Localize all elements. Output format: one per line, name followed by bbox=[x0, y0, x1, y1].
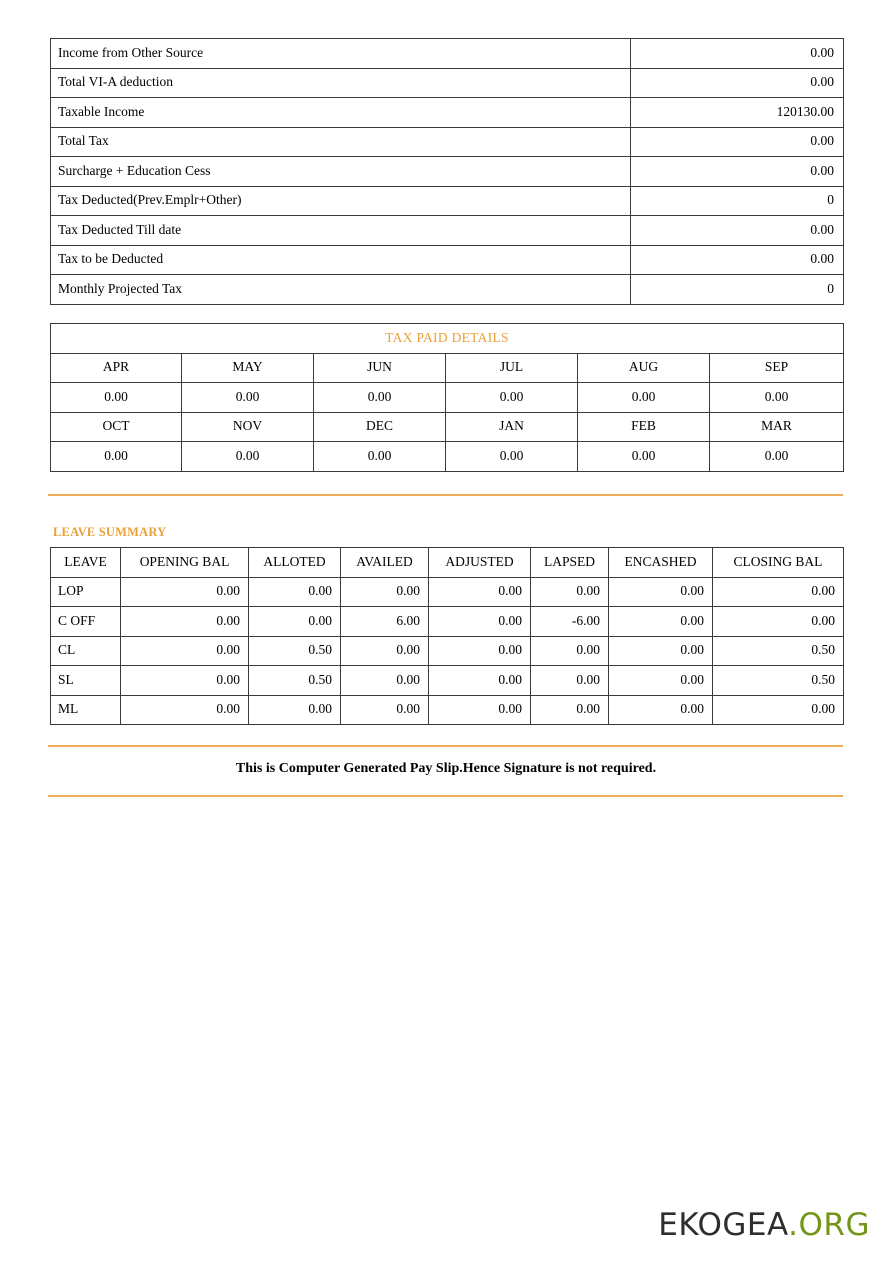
tax-row-value: 0 bbox=[631, 275, 844, 305]
leave-value-cell: 0.00 bbox=[609, 636, 713, 666]
tax-paid-month-label: NOV bbox=[182, 412, 314, 442]
leave-table-header-row bbox=[51, 548, 844, 578]
table-row bbox=[51, 157, 844, 187]
leave-column-header: LAPSED bbox=[531, 548, 609, 578]
leave-value-cell: 0.00 bbox=[341, 577, 429, 607]
leave-value-cell: 0.00 bbox=[249, 607, 341, 637]
leave-value-cell: 0.00 bbox=[341, 636, 429, 666]
leave-value-cell: 0.00 bbox=[713, 577, 844, 607]
tax-row-label: Monthly Projected Tax bbox=[51, 275, 631, 305]
tax-paid-month-label: AUG bbox=[578, 353, 710, 383]
leave-value-cell: 0.00 bbox=[341, 666, 429, 696]
tax-paid-month-value: 0.00 bbox=[578, 383, 710, 413]
tax-paid-month-label: SEP bbox=[710, 353, 844, 383]
tax-paid-month-value: 0.00 bbox=[578, 442, 710, 472]
tax-paid-title: TAX PAID DETAILS bbox=[51, 324, 844, 354]
leave-column-header: ALLOTED bbox=[249, 548, 341, 578]
footer-note: This is Computer Generated Pay Slip.Hence Signature is not required. bbox=[235, 761, 657, 776]
tax-row-label: Tax Deducted Till date bbox=[51, 216, 631, 246]
tax-paid-month-label: FEB bbox=[578, 412, 710, 442]
table-row bbox=[51, 216, 844, 246]
table-row bbox=[51, 186, 844, 216]
table-row bbox=[51, 442, 844, 472]
leave-value-cell: 0.50 bbox=[249, 636, 341, 666]
table-row bbox=[51, 666, 844, 696]
leave-type-cell: ML bbox=[51, 695, 121, 725]
leave-value-cell: 0.00 bbox=[249, 695, 341, 725]
leave-type-cell: LOP bbox=[51, 577, 121, 607]
tax-paid-month-value: 0.00 bbox=[710, 442, 844, 472]
table-row bbox=[51, 607, 844, 637]
leave-column-header: CLOSING BAL bbox=[713, 548, 844, 578]
leave-value-cell: 0.00 bbox=[121, 636, 249, 666]
table-row bbox=[51, 577, 844, 607]
leave-value-cell: 0.00 bbox=[341, 695, 429, 725]
leave-value-cell: 0.00 bbox=[429, 607, 531, 637]
leave-value-cell: 0.00 bbox=[531, 666, 609, 696]
table-row bbox=[51, 39, 844, 69]
tax-paid-month-value: 0.00 bbox=[446, 383, 578, 413]
leave-value-cell: 0.50 bbox=[713, 666, 844, 696]
tax-paid-month-value: 0.00 bbox=[51, 383, 182, 413]
leave-value-cell: 0.00 bbox=[531, 577, 609, 607]
tax-paid-month-label: DEC bbox=[314, 412, 446, 442]
leave-value-cell: 0.00 bbox=[121, 607, 249, 637]
leave-value-cell: 0.00 bbox=[429, 695, 531, 725]
leave-column-header: OPENING BAL bbox=[121, 548, 249, 578]
tax-summary-table bbox=[50, 38, 844, 305]
divider-above-footer-note bbox=[48, 745, 843, 747]
leave-value-cell: 0.00 bbox=[531, 695, 609, 725]
tax-row-label: Surcharge + Education Cess bbox=[51, 157, 631, 187]
leave-column-header: ENCASHED bbox=[609, 548, 713, 578]
tax-row-label: Taxable Income bbox=[51, 98, 631, 128]
leave-value-cell: -6.00 bbox=[531, 607, 609, 637]
tax-paid-month-value: 0.00 bbox=[710, 383, 844, 413]
leave-value-cell: 0.00 bbox=[713, 695, 844, 725]
leave-summary-heading: LEAVE SUMMARY bbox=[53, 525, 167, 539]
table-row bbox=[51, 636, 844, 666]
leave-value-cell: 6.00 bbox=[341, 607, 429, 637]
leave-type-cell: C OFF bbox=[51, 607, 121, 637]
tax-paid-month-label: JUN bbox=[314, 353, 446, 383]
tax-row-value: 0.00 bbox=[631, 157, 844, 187]
tax-row-value: 0.00 bbox=[631, 245, 844, 275]
ekogea-logo bbox=[658, 1207, 870, 1243]
leave-value-cell: 0.00 bbox=[121, 666, 249, 696]
table-row bbox=[51, 695, 844, 725]
leave-value-cell: 0.00 bbox=[121, 577, 249, 607]
tax-row-value: 120130.00 bbox=[631, 98, 844, 128]
tax-paid-month-label: JUL bbox=[446, 353, 578, 383]
tax-paid-month-label: OCT bbox=[51, 412, 182, 442]
tax-paid-month-label: MAR bbox=[710, 412, 844, 442]
leave-value-cell: 0.00 bbox=[609, 607, 713, 637]
tax-paid-title-row bbox=[51, 324, 844, 354]
tax-row-label: Tax to be Deducted bbox=[51, 245, 631, 275]
tax-paid-details-table bbox=[50, 323, 844, 472]
tax-row-value: 0.00 bbox=[631, 39, 844, 69]
leave-value-cell: 0.00 bbox=[429, 636, 531, 666]
leave-value-cell: 0.00 bbox=[713, 607, 844, 637]
leave-column-header: LEAVE bbox=[51, 548, 121, 578]
tax-row-label: Income from Other Source bbox=[51, 39, 631, 69]
tax-row-value: 0.00 bbox=[631, 68, 844, 98]
table-row bbox=[51, 98, 844, 128]
leave-value-cell: 0.50 bbox=[713, 636, 844, 666]
leave-column-header: AVAILED bbox=[341, 548, 429, 578]
leave-column-header: ADJUSTED bbox=[429, 548, 531, 578]
table-row bbox=[51, 245, 844, 275]
tax-row-value: 0.00 bbox=[631, 216, 844, 246]
tax-paid-month-label: JAN bbox=[446, 412, 578, 442]
table-row bbox=[51, 353, 844, 383]
tax-row-value: 0.00 bbox=[631, 127, 844, 157]
tax-paid-month-label: MAY bbox=[182, 353, 314, 383]
divider-above-leave-summary bbox=[48, 494, 843, 496]
leave-value-cell: 0.00 bbox=[429, 577, 531, 607]
tax-row-label: Total VI-A deduction bbox=[51, 68, 631, 98]
table-row bbox=[51, 275, 844, 305]
leave-value-cell: 0.50 bbox=[249, 666, 341, 696]
leave-value-cell: 0.00 bbox=[249, 577, 341, 607]
tax-paid-month-value: 0.00 bbox=[446, 442, 578, 472]
leave-type-cell: CL bbox=[51, 636, 121, 666]
leave-value-cell: 0.00 bbox=[609, 695, 713, 725]
leave-value-cell: 0.00 bbox=[609, 577, 713, 607]
divider-below-footer-note bbox=[48, 795, 843, 797]
tax-row-value: 0 bbox=[631, 186, 844, 216]
leave-summary-table bbox=[50, 547, 844, 725]
table-row bbox=[51, 383, 844, 413]
tax-row-label: Tax Deducted(Prev.Emplr+Other) bbox=[51, 186, 631, 216]
tax-paid-month-value: 0.00 bbox=[314, 442, 446, 472]
leave-value-cell: 0.00 bbox=[121, 695, 249, 725]
leave-value-cell: 0.00 bbox=[609, 666, 713, 696]
logo-brand-text: EKOGEA bbox=[658, 1207, 789, 1243]
table-row bbox=[51, 412, 844, 442]
leave-value-cell: 0.00 bbox=[429, 666, 531, 696]
logo-tld-text: .ORG bbox=[788, 1207, 870, 1243]
tax-row-label: Total Tax bbox=[51, 127, 631, 157]
tax-paid-month-value: 0.00 bbox=[51, 442, 182, 472]
tax-paid-month-label: APR bbox=[51, 353, 182, 383]
leave-type-cell: SL bbox=[51, 666, 121, 696]
table-row bbox=[51, 127, 844, 157]
tax-paid-month-value: 0.00 bbox=[182, 383, 314, 413]
table-row bbox=[51, 68, 844, 98]
leave-value-cell: 0.00 bbox=[531, 636, 609, 666]
tax-paid-month-value: 0.00 bbox=[182, 442, 314, 472]
tax-paid-month-value: 0.00 bbox=[314, 383, 446, 413]
